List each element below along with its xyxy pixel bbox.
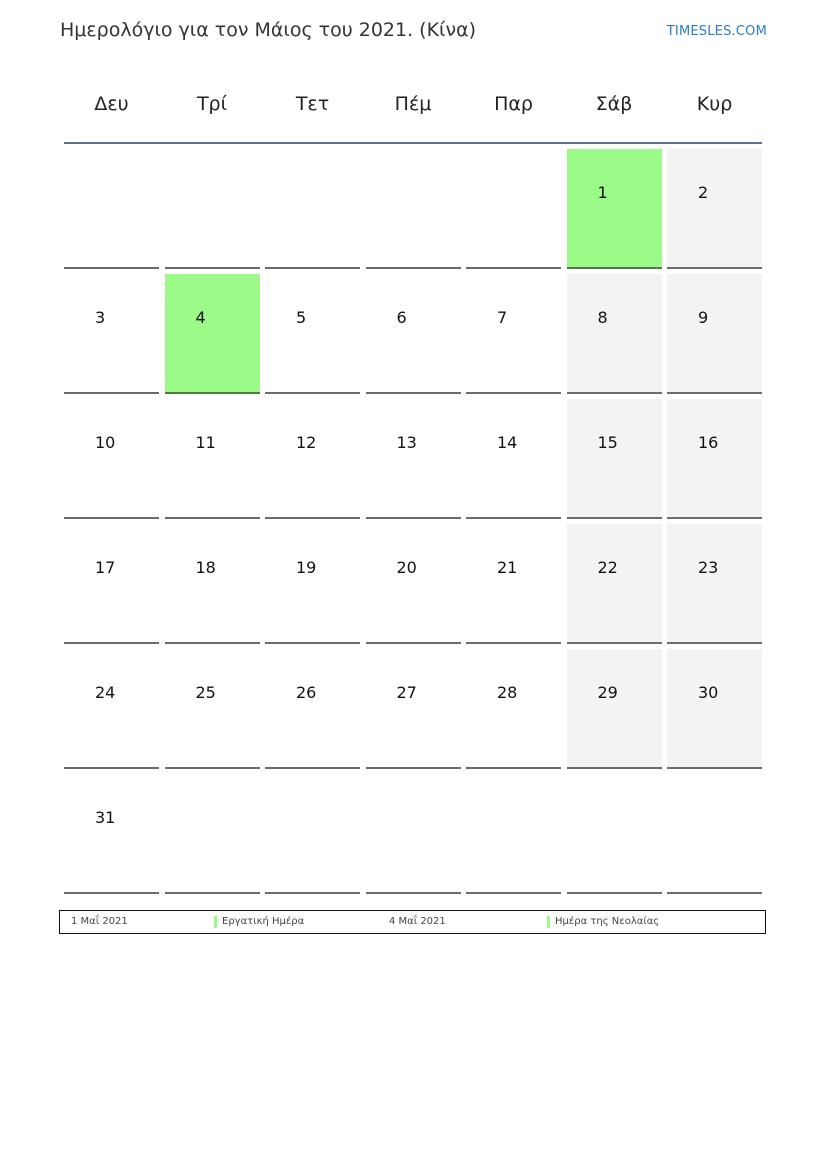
empty-day-cell	[466, 774, 561, 894]
weekday-fri: Παρ	[494, 93, 533, 115]
day-number: 27	[396, 683, 417, 702]
calendar-week-row	[64, 148, 764, 273]
brand-link[interactable]: TIMESLES.COM	[666, 24, 767, 39]
day-cell-4[interactable]	[165, 274, 260, 394]
day-number: 30	[698, 683, 719, 702]
calendar-grid	[64, 148, 764, 898]
day-cell-22[interactable]	[567, 524, 662, 644]
empty-day-cell	[64, 149, 159, 269]
empty-day-cell	[366, 149, 461, 269]
day-number: 8	[597, 308, 608, 327]
day-number: 19	[296, 558, 317, 577]
day-number: 6	[396, 308, 407, 327]
day-cell-12[interactable]	[265, 399, 360, 519]
day-cell-8[interactable]	[567, 274, 662, 394]
day-number: 17	[95, 558, 116, 577]
weekday-thu: Πέμ	[394, 93, 432, 115]
day-number: 9	[698, 308, 709, 327]
calendar-week-row	[64, 523, 764, 648]
day-number: 7	[497, 308, 508, 327]
day-number: 1	[597, 183, 608, 202]
calendar-week-row	[64, 773, 764, 898]
day-number: 5	[296, 308, 307, 327]
day-cell-28[interactable]	[466, 649, 561, 769]
empty-day-cell	[466, 149, 561, 269]
day-cell-17[interactable]	[64, 524, 159, 644]
day-cell-23[interactable]	[667, 524, 762, 644]
day-cell-13[interactable]	[366, 399, 461, 519]
day-number: 26	[296, 683, 317, 702]
day-number: 3	[95, 308, 106, 327]
day-cell-29[interactable]	[567, 649, 662, 769]
day-cell-18[interactable]	[165, 524, 260, 644]
day-cell-30[interactable]	[667, 649, 762, 769]
day-number: 28	[497, 683, 518, 702]
day-cell-15[interactable]	[567, 399, 662, 519]
day-number: 15	[597, 433, 618, 452]
day-number: 16	[698, 433, 719, 452]
day-number: 14	[497, 433, 518, 452]
legend-color-marker-2	[547, 916, 550, 928]
day-number: 20	[396, 558, 417, 577]
legend-holiday-1: Εργατική Ημέρα	[222, 916, 305, 927]
weekday-sun: Κυρ	[696, 93, 733, 115]
page-title: Ημερολόγιο για τον Μάιος του 2021. (Κίνα)	[60, 19, 477, 41]
day-cell-24[interactable]	[64, 649, 159, 769]
day-cell-2[interactable]	[667, 149, 762, 269]
day-cell-11[interactable]	[165, 399, 260, 519]
empty-day-cell	[265, 149, 360, 269]
day-cell-5[interactable]	[265, 274, 360, 394]
day-cell-14[interactable]	[466, 399, 561, 519]
day-cell-9[interactable]	[667, 274, 762, 394]
day-number: 10	[95, 433, 116, 452]
empty-day-cell	[165, 149, 260, 269]
day-number: 2	[698, 183, 709, 202]
legend-color-marker-1	[214, 916, 217, 928]
day-number: 24	[95, 683, 116, 702]
day-cell-19[interactable]	[265, 524, 360, 644]
day-number: 22	[597, 558, 618, 577]
day-cell-21[interactable]	[466, 524, 561, 644]
day-number: 18	[195, 558, 216, 577]
day-number: 23	[698, 558, 719, 577]
calendar-week-row	[64, 648, 764, 773]
legend-holiday-2: Ημέρα της Νεολαίας	[555, 916, 660, 927]
day-cell-20[interactable]	[366, 524, 461, 644]
day-cell-6[interactable]	[366, 274, 461, 394]
day-cell-1[interactable]	[567, 149, 662, 269]
day-cell-7[interactable]	[466, 274, 561, 394]
day-cell-25[interactable]	[165, 649, 260, 769]
empty-day-cell	[366, 774, 461, 894]
empty-day-cell	[265, 774, 360, 894]
day-cell-31[interactable]	[64, 774, 159, 894]
day-number: 31	[95, 808, 116, 827]
empty-day-cell	[567, 774, 662, 894]
day-cell-26[interactable]	[265, 649, 360, 769]
calendar-week-row	[64, 398, 764, 523]
weekday-header	[64, 82, 762, 144]
empty-day-cell	[667, 774, 762, 894]
day-number: 25	[195, 683, 216, 702]
weekday-sat: Σάβ	[595, 93, 633, 115]
legend-date-1: 1 Μαΐ 2021	[71, 916, 128, 927]
day-cell-27[interactable]	[366, 649, 461, 769]
weekday-mon: Δευ	[94, 93, 129, 115]
day-cell-3[interactable]	[64, 274, 159, 394]
holiday-legend	[59, 910, 766, 934]
weekday-tue: Τρί	[196, 93, 228, 115]
day-cell-16[interactable]	[667, 399, 762, 519]
day-number: 13	[396, 433, 417, 452]
day-number: 29	[597, 683, 618, 702]
weekday-wed: Τετ	[295, 93, 330, 115]
day-number: 4	[195, 308, 206, 327]
day-number: 12	[296, 433, 317, 452]
day-number: 21	[497, 558, 518, 577]
day-number: 11	[195, 433, 216, 452]
legend-date-2: 4 Μαΐ 2021	[389, 916, 446, 927]
empty-day-cell	[165, 774, 260, 894]
day-cell-10[interactable]	[64, 399, 159, 519]
calendar-week-row	[64, 273, 764, 398]
